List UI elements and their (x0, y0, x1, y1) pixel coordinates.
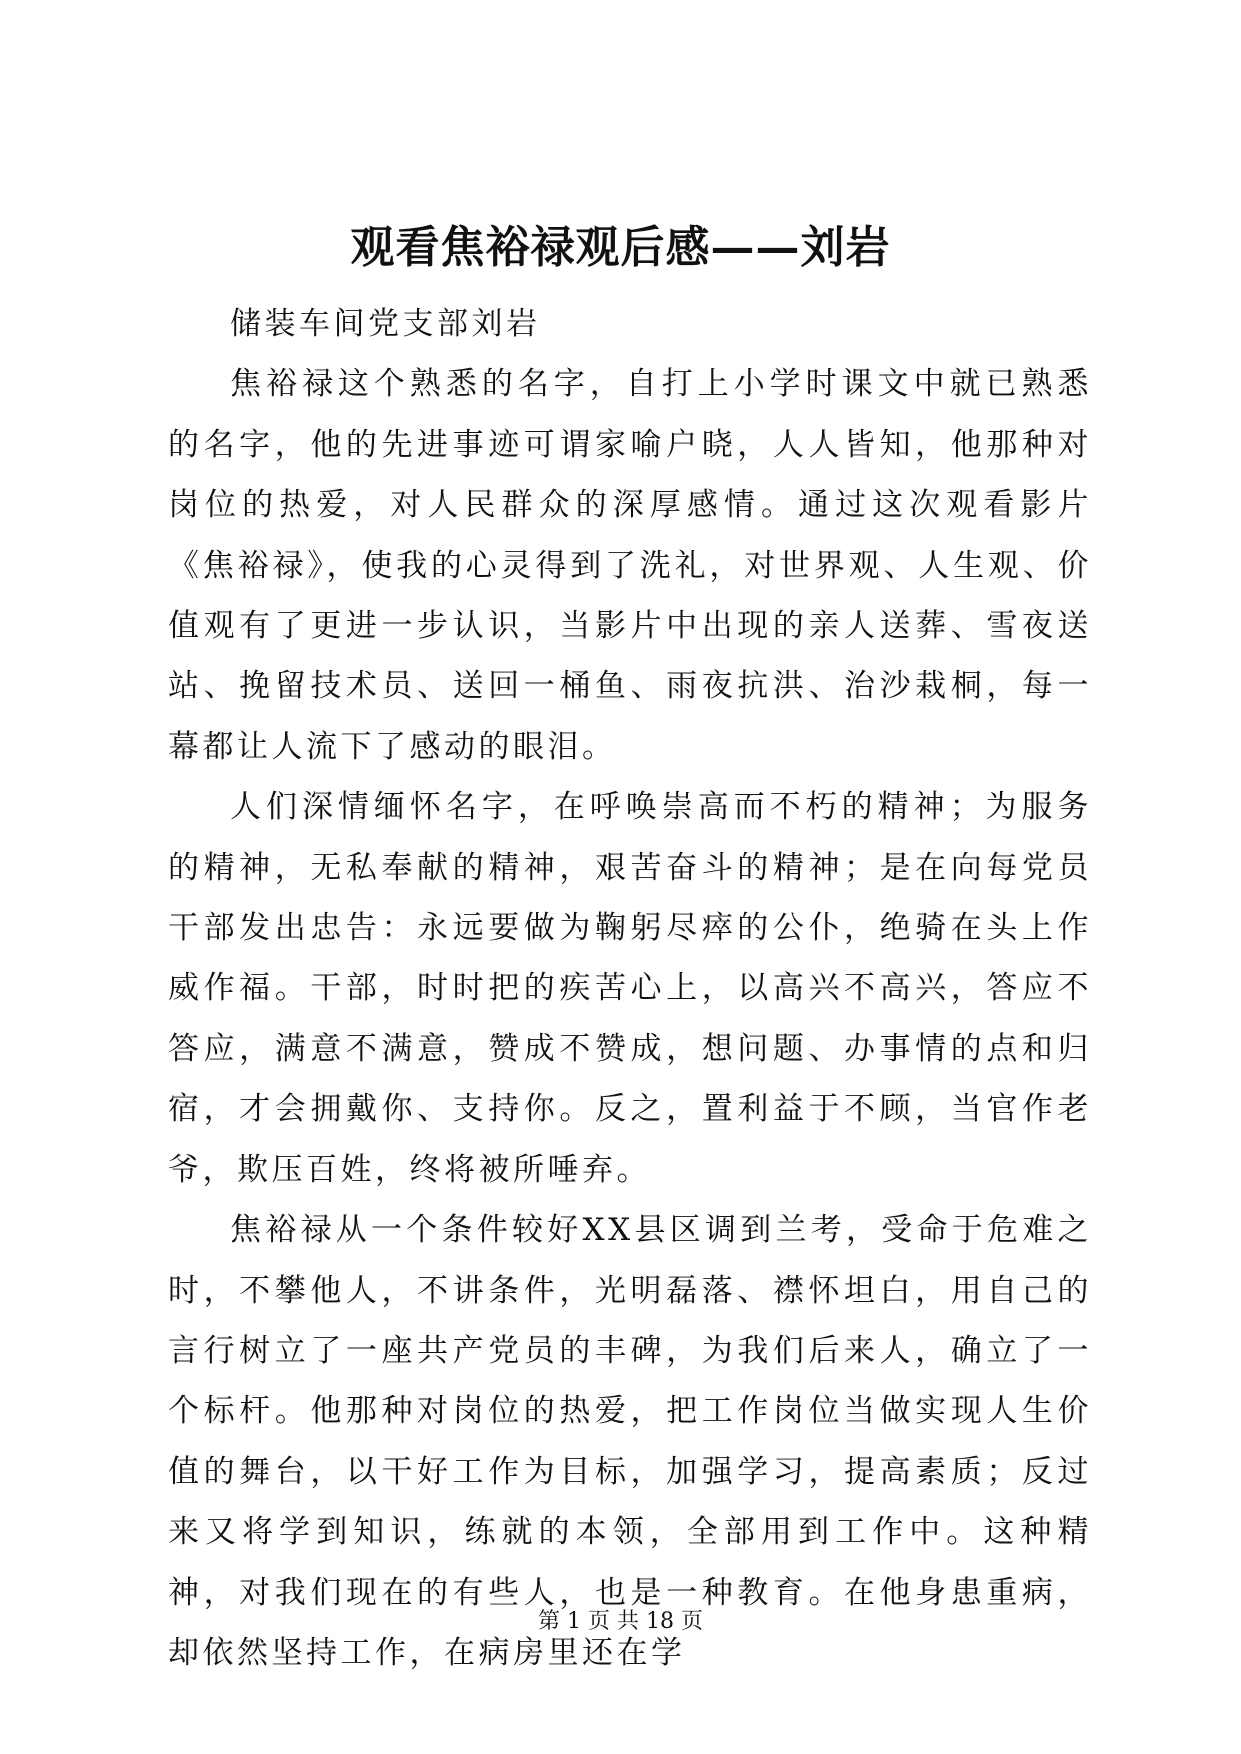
document-title: 观看焦裕禄观后感——刘岩 (350, 222, 891, 273)
document-body (168, 294, 1092, 1683)
page-footer: 第 1 页 共 18 页 (538, 1609, 703, 1634)
paragraph: 焦裕禄这个熟悉的名字，自打上小学时课文中就已熟悉的名字，他的先进事迹可谓家喻户晓，人人皆知，他那种对岗位的热爱，对人民群众的深厚感情。通过这次观看影片《焦裕禄》，使我的心灵得到了洗礼，对世界观、人生观、价值观有了更进一步认识，当影片中出现的亲人送葬、雪夜送站、挽留技术员、送回一桶鱼、雨夜抗洪、治沙栽桐，每一幕都让人流下了感动的眼泪。 (168, 366, 1092, 765)
paragraph: 人们深情缅怀名字，在呼唤崇高而不朽的精神；为服务的精神，无私奉献的精神，艰苦奋斗的精神；是在向每党员干部发出忠告：永远要做为鞠躬尽瘁的公仆，绝骑在头上作威作福。干部，时时把的疾苦心上，以高兴不高兴，答应不答应，满意不满意，赞成不赞成，想问题、办事情的点和归宿，才会拥戴你、支持你。反之，置利益于不顾，当官作老爷，欺压百姓，终将被所唾弃。 (168, 789, 1092, 1188)
author-line: 储装车间党支部刘岩 (230, 306, 541, 342)
paragraph: 焦裕禄从一个条件较好XX县区调到兰考，受命于危难之时，不攀他人，不讲条件，光明磊落、襟怀坦白，用自己的言行树立了一座共产党员的丰碑，为我们后来人，确立了一个标杆。他那种对岗位的热爱，把工作岗位当做实现人生价值的舞台，以干好工作为目标，加强学习，提高素质；反过来又将学到知识，练就的本领，全部用到工作中。这种精神，对我们现在的有些人，也是一种教育。在他身患重病，却依然坚持工作，在病房里还在学 (168, 1212, 1092, 1671)
